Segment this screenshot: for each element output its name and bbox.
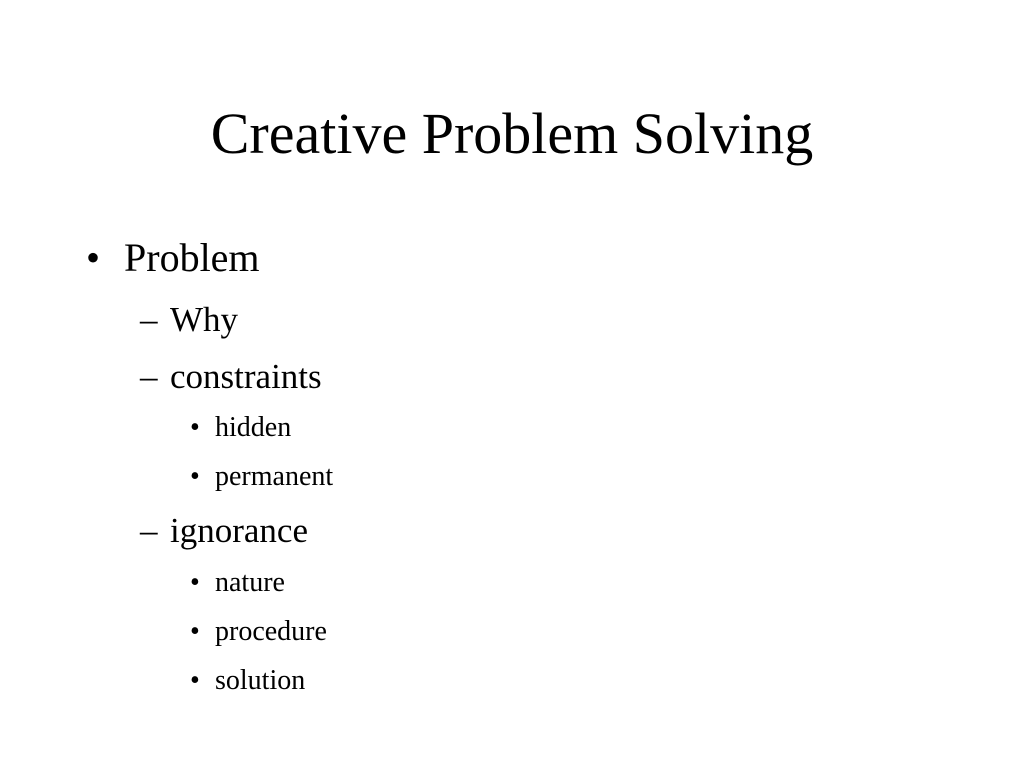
bullet-icon: • — [190, 567, 200, 598]
bullet-text: permanent — [215, 461, 334, 492]
bullet-text: hidden — [215, 412, 292, 443]
bullet-text: ignorance — [170, 511, 308, 550]
bullet-icon: • — [190, 461, 200, 492]
bullet-text: Problem — [124, 235, 260, 280]
bullet-text: procedure — [215, 616, 327, 647]
bullet-text: Why — [170, 300, 239, 339]
bullet-text: constraints — [170, 357, 322, 396]
bullet-text: nature — [215, 567, 285, 598]
bullet-text: solution — [215, 665, 306, 696]
slide-title: Creative Problem Solving — [210, 101, 814, 166]
bullet-icon: • — [190, 412, 200, 443]
dash-icon: – — [140, 511, 158, 550]
bullet-icon: • — [190, 665, 200, 696]
bullet-icon: • — [190, 616, 200, 647]
bullet-icon: • — [86, 235, 101, 280]
dash-icon: – — [140, 300, 158, 339]
dash-icon: – — [140, 357, 158, 396]
